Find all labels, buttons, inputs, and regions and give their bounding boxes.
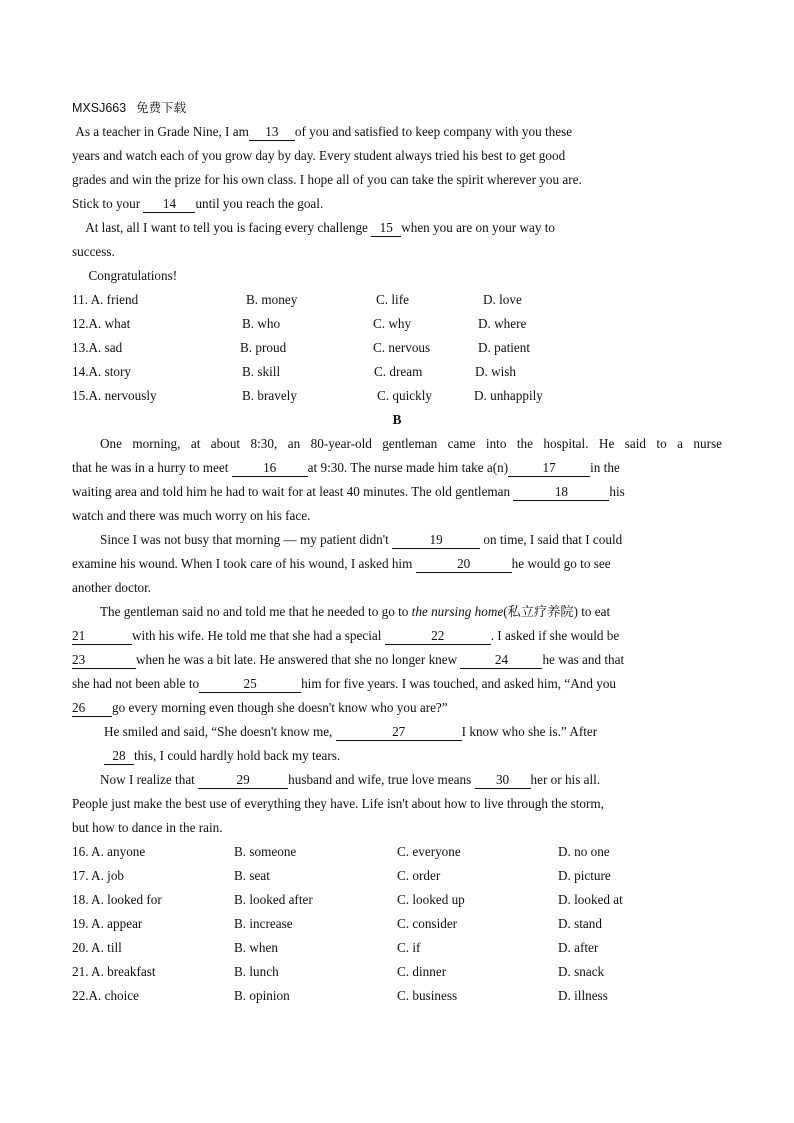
passage-b-line: watch and there was much worry on his face.: [72, 508, 311, 523]
section-b-heading: B: [392, 412, 402, 427]
blank-30: 30: [475, 772, 531, 789]
passage-b-line: another doctor.: [72, 580, 152, 595]
option-row-15: 15.A. nervously B. bravely C. quickly D. unhappily: [72, 388, 543, 403]
blank-17: 17: [508, 460, 590, 477]
blank-20: 20: [416, 556, 512, 573]
free-download-label: 免费下载: [136, 101, 187, 115]
option-row-18: 18. A. looked for B. looked after C. looked up D. looked at: [72, 892, 623, 907]
passage-a-line: Stick to your 14 until you reach the goal.: [72, 196, 324, 211]
page-header: [72, 96, 722, 120]
closing-line: Congratulations!: [88, 268, 178, 283]
passage-b-line: 28 this, I could hardly hold back my tears.: [72, 744, 722, 768]
option-row-12: 12.A. what B. who C. why D. where: [72, 316, 527, 331]
passage-b-line: examine his wound. When I took care of his wound, I asked him 20 he would go to see: [72, 556, 611, 571]
blank-28: 28: [104, 748, 134, 765]
blank-23: 23: [72, 652, 136, 669]
passage-b-line: 26 go every morning even though she doesn't know who you are?”: [72, 700, 448, 715]
passage-a-line: years and watch each of you grow day by day. Every student always tried his best to get good: [72, 148, 566, 163]
option-row-13: 13.A. sad B. proud C. nervous D. patient: [72, 340, 531, 355]
blank-18: 18: [513, 484, 609, 501]
blank-21: 21: [72, 628, 132, 645]
option-row-17: 17. A. job B. seat C. order D. picture: [72, 868, 611, 883]
option-row-14: 14.A. story B. skill C. dream D. wish: [72, 364, 517, 379]
blank-27: 27: [336, 724, 462, 741]
blank-16: 16: [232, 460, 308, 477]
blank-29: 29: [198, 772, 288, 789]
passage-b-line: she had not been able to 25 him for five years. I was touched, and asked him, “And you: [72, 676, 617, 691]
passage-b-line: He smiled and said, “She doesn't know me, 27 I know who she is.” After: [104, 724, 598, 739]
blank-19: 19: [392, 532, 480, 549]
blank-14: 14: [143, 196, 195, 213]
passage-b-line: One morning, at about 8:30, an 80-year-old gentleman came into the hospital. He said to a nurse: [100, 436, 722, 451]
passage-a-line: At last, all I want to tell you is facing every challenge 15 when you are on your way to: [85, 220, 556, 235]
passage-b-line: but how to dance in the rain.: [72, 820, 223, 835]
passage-b-line: Now I realize that 29 husband and wife, true love means 30 her or his all.: [100, 772, 601, 787]
passage-b-line: People just make the best use of everything they have. Life isn't about how to live through the storm,: [72, 796, 604, 811]
blank-24: 24: [460, 652, 542, 669]
doc-code: MXSJ663: [72, 101, 127, 115]
passage-b-line: The gentleman said no and told me that he needed to go to the nursing home(私立疗养院) to eat: [100, 604, 611, 619]
option-row-16: 16. A. anyone B. someone C. everyone D. no one: [72, 844, 610, 859]
option-row-11: 11. A. friend B. money C. life D. love: [72, 292, 522, 307]
blank-15: 15: [371, 220, 401, 237]
passage-a-line: success.: [72, 244, 115, 259]
blank-25: 25: [199, 676, 301, 693]
passage-b-line: that he was in a hurry to meet 16 at 9:30. The nurse made him take a(n) 17 in the: [72, 460, 620, 475]
passage-a-line: grades and win the prize for his own class. I hope all of you can take the spirit wherever you are.: [72, 172, 582, 187]
option-row-22: 22.A. choice B. opinion C. business D. illness: [72, 988, 608, 1003]
option-row-19: 19. A. appear B. increase C. consider D. stand: [72, 916, 602, 931]
blank-13: 13: [249, 124, 295, 141]
passage-b-line: waiting area and told him he had to wait for at least 40 minutes. The old gentleman 18 his: [72, 484, 625, 499]
passage-a-line: As a teacher in Grade Nine, I am 13 of you and satisfied to keep company with you these: [75, 124, 573, 139]
blank-26: 26: [72, 700, 112, 717]
passage-b-line: Since I was not busy that morning — my patient didn't 19 on time, I said that I could: [100, 532, 623, 547]
passage-b-line: 23 when he was a bit late. He answered that she no longer knew 24 he was and that: [72, 652, 625, 667]
blank-22: 22: [385, 628, 491, 645]
document-page: [72, 96, 722, 1008]
option-row-21: 21. A. breakfast B. lunch C. dinner D. snack: [72, 964, 605, 979]
option-row-20: 20. A. till B. when C. if D. after: [72, 940, 599, 955]
passage-b-line: 21 with his wife. He told me that she had a special 22 . I asked if she would be: [72, 628, 620, 643]
